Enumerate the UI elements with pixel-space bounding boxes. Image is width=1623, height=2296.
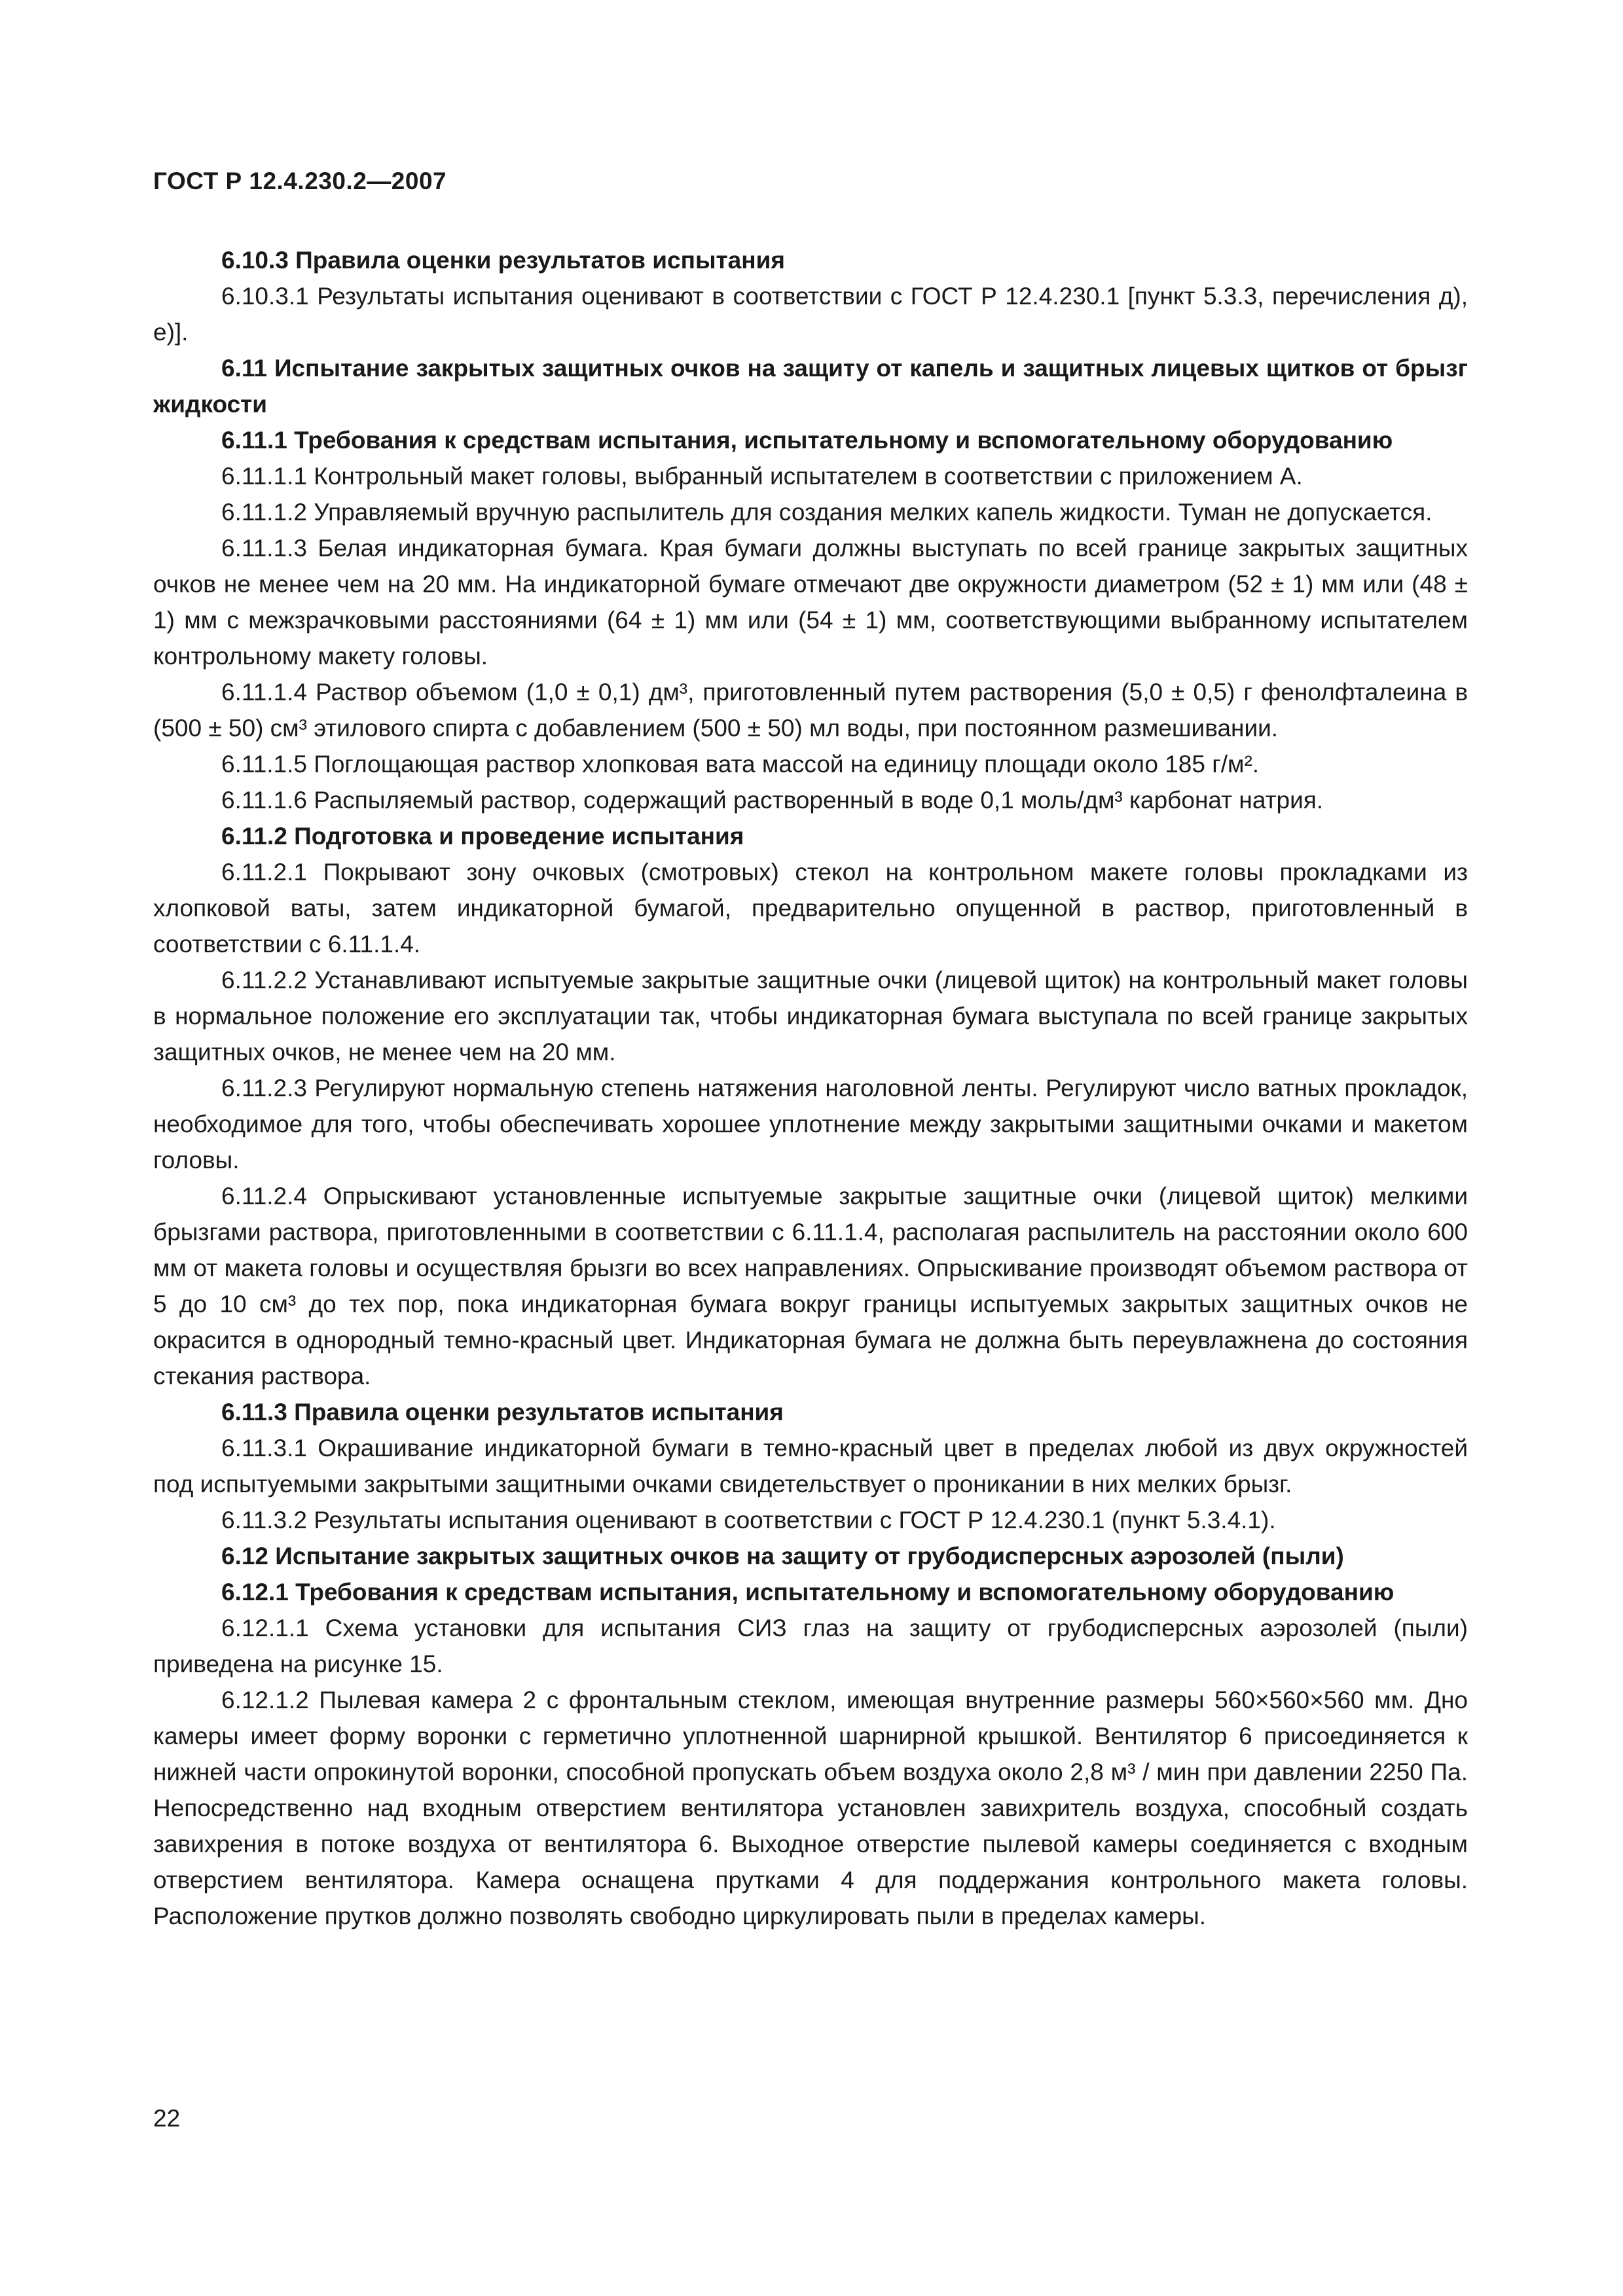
section-heading-6-11-2: 6.11.2 Подготовка и проведение испытания: [221, 823, 744, 850]
paragraph-6-11-2-3: 6.11.2.3 Регулируют нормальную степень натяжения наголовной ленты. Регулируют число ватных прокладок, необходимое для того, чтобы обеспечивать хорошее уплотнение между закрытыми защитными очками и макетом головы.: [153, 1075, 1468, 1174]
paragraph-6-11-3-1: 6.11.3.1 Окрашивание индикаторной бумаги в темно-красный цвет в пределах любой из двух окружностей под испытуемыми закрытыми защитными очками свидетельствует о проникании в них мелких брызг.: [153, 1435, 1468, 1498]
section-heading-6-10-3: 6.10.3 Правила оценки результатов испытания: [221, 247, 785, 274]
section-heading-6-11-3: 6.11.3 Правила оценки результатов испытания: [221, 1399, 784, 1426]
section-heading-6-11: 6.11 Испытание закрытых защитных очков на защиту от капель и защитных лицевых щитков от брызг жидкости: [153, 355, 1468, 418]
paragraph-6-11-1-5: 6.11.1.5 Поглощающая раствор хлопковая вата массой на единицу площади около 185 г/м².: [221, 751, 1260, 778]
paragraph-6-11-1-2: 6.11.1.2 Управляемый вручную распылитель для создания мелких капель жидкости. Туман не допускается.: [221, 499, 1432, 526]
document-header: ГОСТ Р 12.4.230.2—2007: [153, 168, 447, 194]
section-heading-6-11-1: 6.11.1 Требования к средствам испытания, испытательному и вспомогательному оборудованию: [221, 427, 1393, 454]
paragraph-6-11-1-4: 6.11.1.4 Раствор объемом (1,0 ± 0,1) дм³, приготовленный путем растворения (5,0 ± 0,5) г фенолфталеина в (500 ± 50) см³ этилового спирта с добавлением (500 ± 50) мл воды, при постоянном размешивании.: [153, 679, 1468, 742]
paragraph-6-11-1-3: 6.11.1.3 Белая индикаторная бумага. Края бумаги должны выступать по всей границе закрытых защитных очков не менее чем на 20 мм. На индикаторной бумаге отмечают две окружности диаметром (52 ± 1) мм или (48 ± 1) мм с межзрачковыми расстояниями (64 ± 1) мм или (54 ± 1) мм, соответствующими выбранному испытателем контрольному макету головы.: [153, 535, 1468, 670]
paragraph-6-12-1-1: 6.12.1.1 Схема установки для испытания СИЗ глаз на защиту от грубодисперсных аэрозолей (пыли) приведена на рисунке 15.: [153, 1615, 1468, 1677]
section-heading-6-12-1: 6.12.1 Требования к средствам испытания, испытательному и вспомогательному оборудованию: [221, 1579, 1395, 1605]
paragraph-6-11-2-1: 6.11.2.1 Покрывают зону очковых (смотровых) стекол на контрольном макете головы прокладками из хлопковой ваты, затем индикаторной бумагой, предварительно опущенной в раствор, приготовленный в соответствии с 6.11.1.4.: [153, 859, 1468, 958]
paragraph-6-10-3-1: 6.10.3.1 Результаты испытания оценивают в соответствии с ГОСТ Р 12.4.230.1 [пункт 5.3.3, перечисления д), е)].: [153, 283, 1468, 346]
paragraph-6-12-1-2: 6.12.1.2 Пылевая камера 2 с фронтальным стеклом, имеющая внутренние размеры 560×560×560 мм. Дно камеры имеет форму воронки с герметично уплотненной шарнирной крышкой. Вентилятор 6 присоединяется к нижней части опрокинутой воронки, способной пропускать объем воздуха около 2,8 м³ / мин при давлении 2250 Па. Непосредственно над входным отверстием вентилятора установлен завихритель воздуха, способный создать завихрения в потоке воздуха от вентилятора 6. Выходное отверстие пылевой камеры соединяется с входным отверстием вентилятора. Камера оснащена прутками 4 для поддержания контрольного макета головы. Расположение прутков должно позволять свободно циркулировать пыли в пределах камеры.: [153, 1687, 1468, 1929]
paragraph-6-11-3-2: 6.11.3.2 Результаты испытания оценивают в соответствии с ГОСТ Р 12.4.230.1 (пункт 5.3.4.1).: [221, 1507, 1276, 1534]
document-body: [153, 242, 1468, 1934]
page-number: 22: [153, 2105, 181, 2132]
section-heading-6-12: 6.12 Испытание закрытых защитных очков на защиту от грубодисперсных аэрозолей (пыли): [221, 1543, 1344, 1570]
paragraph-6-11-1-1: 6.11.1.1 Контрольный макет головы, выбранный испытателем в соответствии с приложением А.: [221, 463, 1303, 490]
paragraph-6-11-2-4: 6.11.2.4 Опрыскивают установленные испытуемые закрытые защитные очки (лицевой щиток) мелкими брызгами раствора, приготовленными в соответствии с 6.11.1.4, располагая распылитель на расстоянии около 600 мм от макета головы и осуществляя брызги во всех направлениях. Опрыскивание производят объемом раствора от 5 до 10 см³ до тех пор, пока индикаторная бумага вокруг границы испытуемых закрытых защитных очков не окрасится в однородный темно-красный цвет. Индикаторная бумага не должна быть переувлажнена до состояния стекания раствора.: [153, 1183, 1468, 1390]
paragraph-6-11-1-6: 6.11.1.6 Распыляемый раствор, содержащий растворенный в воде 0,1 моль/дм³ карбонат натрия.: [221, 787, 1324, 814]
paragraph-6-11-2-2: 6.11.2.2 Устанавливают испытуемые закрытые защитные очки (лицевой щиток) на контрольный макет головы в нормальное положение его эксплуатации так, чтобы индикаторная бумага выступала по всей границе закрытых защитных очков, не менее чем на 20 мм.: [153, 967, 1468, 1066]
